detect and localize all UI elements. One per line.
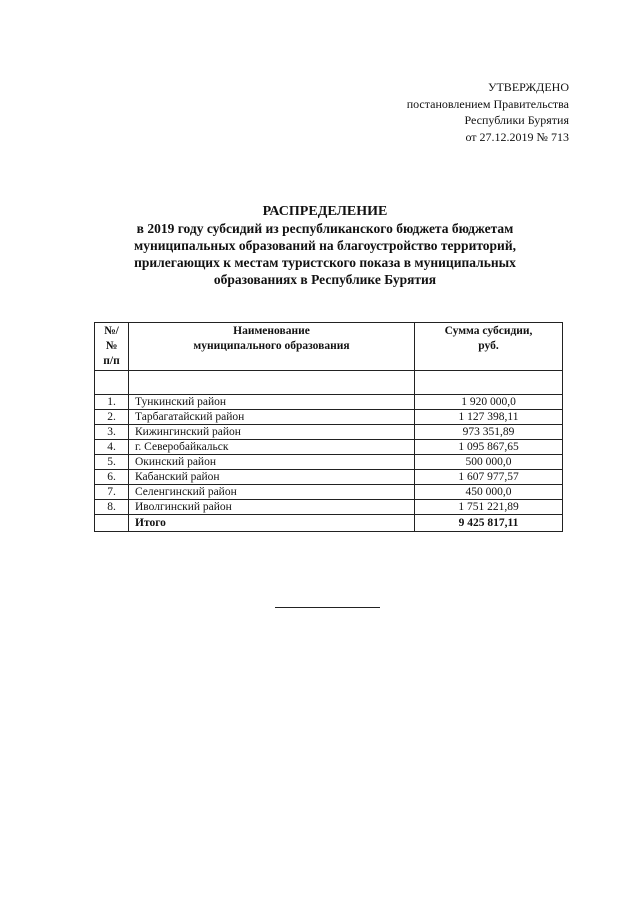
- table-header-row: [95, 323, 563, 371]
- title-line: прилегающих к местам туристского показа в муниципальных: [134, 255, 516, 270]
- row-sum: 500 000,0: [415, 455, 563, 470]
- approval-label: УТВЕРЖДЕНО: [487, 80, 569, 94]
- title-line: в 2019 году субсидий из республиканского бюджета бюджетам: [136, 221, 514, 236]
- spacer-cell: [129, 371, 415, 395]
- row-number: 5.: [95, 455, 129, 470]
- spacer-cell: [415, 371, 563, 395]
- row-municipality: Тарбагатайский район: [129, 410, 415, 425]
- row-number: 2.: [95, 410, 129, 425]
- document-title: [90, 203, 560, 288]
- row-sum: 1 127 398,11: [415, 410, 563, 425]
- table-spacer-row: [95, 371, 563, 395]
- row-number: 6.: [95, 470, 129, 485]
- approval-date-number: от 27.12.2019 № 713: [465, 129, 569, 144]
- table-row: [95, 500, 563, 515]
- row-municipality: Иволгинский район: [129, 500, 415, 515]
- title-line: образованиях в Республике Бурятия: [213, 272, 437, 287]
- header-number: [95, 323, 129, 371]
- approval-republic: Республики Бурятия: [464, 113, 569, 127]
- title-heading: РАСПРЕДЕЛЕНИЕ: [262, 204, 388, 219]
- subsidy-table: [94, 322, 563, 532]
- title-line: муниципальных образований на благоустройство территорий,: [134, 238, 516, 253]
- header-name-line: Наименование: [233, 325, 310, 337]
- header-name-line: муниципального образования: [193, 340, 350, 352]
- row-sum: 973 351,89: [415, 425, 563, 440]
- table-row: [95, 440, 563, 455]
- header-name: [129, 323, 415, 371]
- row-municipality: г. Северобайкальск: [129, 440, 415, 455]
- row-number: 3.: [95, 425, 129, 440]
- row-sum: 450 000,0: [415, 485, 563, 500]
- total-empty-cell: [95, 515, 129, 532]
- row-sum: 1 607 977,57: [415, 470, 563, 485]
- row-municipality: Тункинский район: [129, 395, 415, 410]
- table-row: [95, 455, 563, 470]
- spacer-cell: [95, 371, 129, 395]
- header-sum: [415, 323, 563, 371]
- header-number-line: п/п: [103, 355, 120, 367]
- table-total-row: [95, 515, 563, 532]
- row-sum: 1 920 000,0: [415, 395, 563, 410]
- table-row: [95, 410, 563, 425]
- header-sum-line: руб.: [478, 340, 499, 352]
- row-municipality: Кабанский район: [129, 470, 415, 485]
- row-number: 8.: [95, 500, 129, 515]
- row-municipality: Окинский район: [129, 455, 415, 470]
- table-row: [95, 485, 563, 500]
- closing-divider-line: [275, 607, 380, 608]
- total-label: Итого: [129, 515, 415, 532]
- header-number-line: №/№: [104, 325, 119, 352]
- row-sum: 1 095 867,65: [415, 440, 563, 455]
- row-municipality: Селенгинский район: [129, 485, 415, 500]
- approval-issuer: постановлением Правительства: [406, 96, 569, 111]
- approval-stamp: [407, 79, 569, 145]
- header-sum-line: Сумма субсидии,: [444, 325, 533, 337]
- row-number: 7.: [95, 485, 129, 500]
- row-municipality: Кижингинский район: [129, 425, 415, 440]
- table-row: [95, 470, 563, 485]
- total-sum: 9 425 817,11: [415, 515, 563, 532]
- row-sum: 1 751 221,89: [415, 500, 563, 515]
- row-number: 4.: [95, 440, 129, 455]
- row-number: 1.: [95, 395, 129, 410]
- table-row: [95, 425, 563, 440]
- table-row: [95, 395, 563, 410]
